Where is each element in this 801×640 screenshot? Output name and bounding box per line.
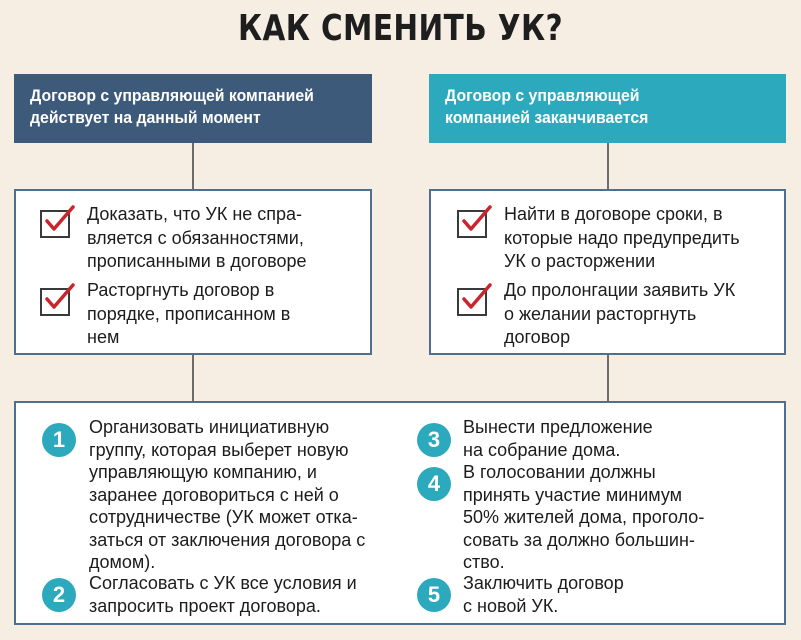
step-text: Организовать инициативную группу, которая выберет новую управляющую компанию, и заранее договориться с ней о сотрудничестве (УК может отка- заться от заключения договора с домом). <box>89 417 366 572</box>
ending-contract-header <box>429 74 786 143</box>
current-contract-actions-box <box>14 189 372 355</box>
connector-line <box>192 143 194 189</box>
checkbox-checked-icon <box>457 288 487 316</box>
checklist-item: Доказать, что УК не спра- вляется с обязанностями, прописанными в договоре <box>87 204 307 271</box>
checkbox-checked-icon <box>457 210 487 238</box>
header-line: Договор с управляющей <box>445 86 640 105</box>
checkbox-checked-icon <box>40 210 70 238</box>
step-text: Согласовать с УК все условия и запросить проект договора. <box>89 573 357 616</box>
step-number-badge: 1 <box>42 423 76 457</box>
header-line: Договор с управляющей компанией <box>30 86 314 105</box>
step-number-badge: 3 <box>417 423 451 457</box>
steps-box <box>14 401 786 625</box>
connector-line <box>607 143 609 189</box>
checklist-item: Расторгнуть договор в порядке, прописанном в нем <box>87 280 291 347</box>
checklist-item: Найти в договоре сроки, в которые надо предупредить УК о расторжении <box>504 204 740 271</box>
step-number-badge: 4 <box>417 467 451 501</box>
step-text: В голосовании должны принять участие минимум 50% жителей дома, проголо- совать за должно большин- ство. <box>463 462 705 572</box>
step-text: Вынести предложение на собрание дома. <box>463 417 653 460</box>
connector-line <box>192 355 194 401</box>
checklist-item: До пролонгации заявить УК о желании расторгнуть договор <box>504 280 736 347</box>
current-contract-header <box>14 74 372 143</box>
header-line: действует на данный момент <box>30 108 261 127</box>
connector-line <box>607 355 609 401</box>
ending-contract-actions-box <box>429 189 786 355</box>
step-number-badge: 2 <box>42 578 76 612</box>
infographic-title: КАК СМЕНИТЬ УК? <box>237 8 564 49</box>
step-text: Заключить договор с новой УК. <box>463 573 624 616</box>
step-number-badge: 5 <box>417 578 451 612</box>
header-line: компанией заканчивается <box>445 108 649 127</box>
checkbox-checked-icon <box>40 288 70 316</box>
